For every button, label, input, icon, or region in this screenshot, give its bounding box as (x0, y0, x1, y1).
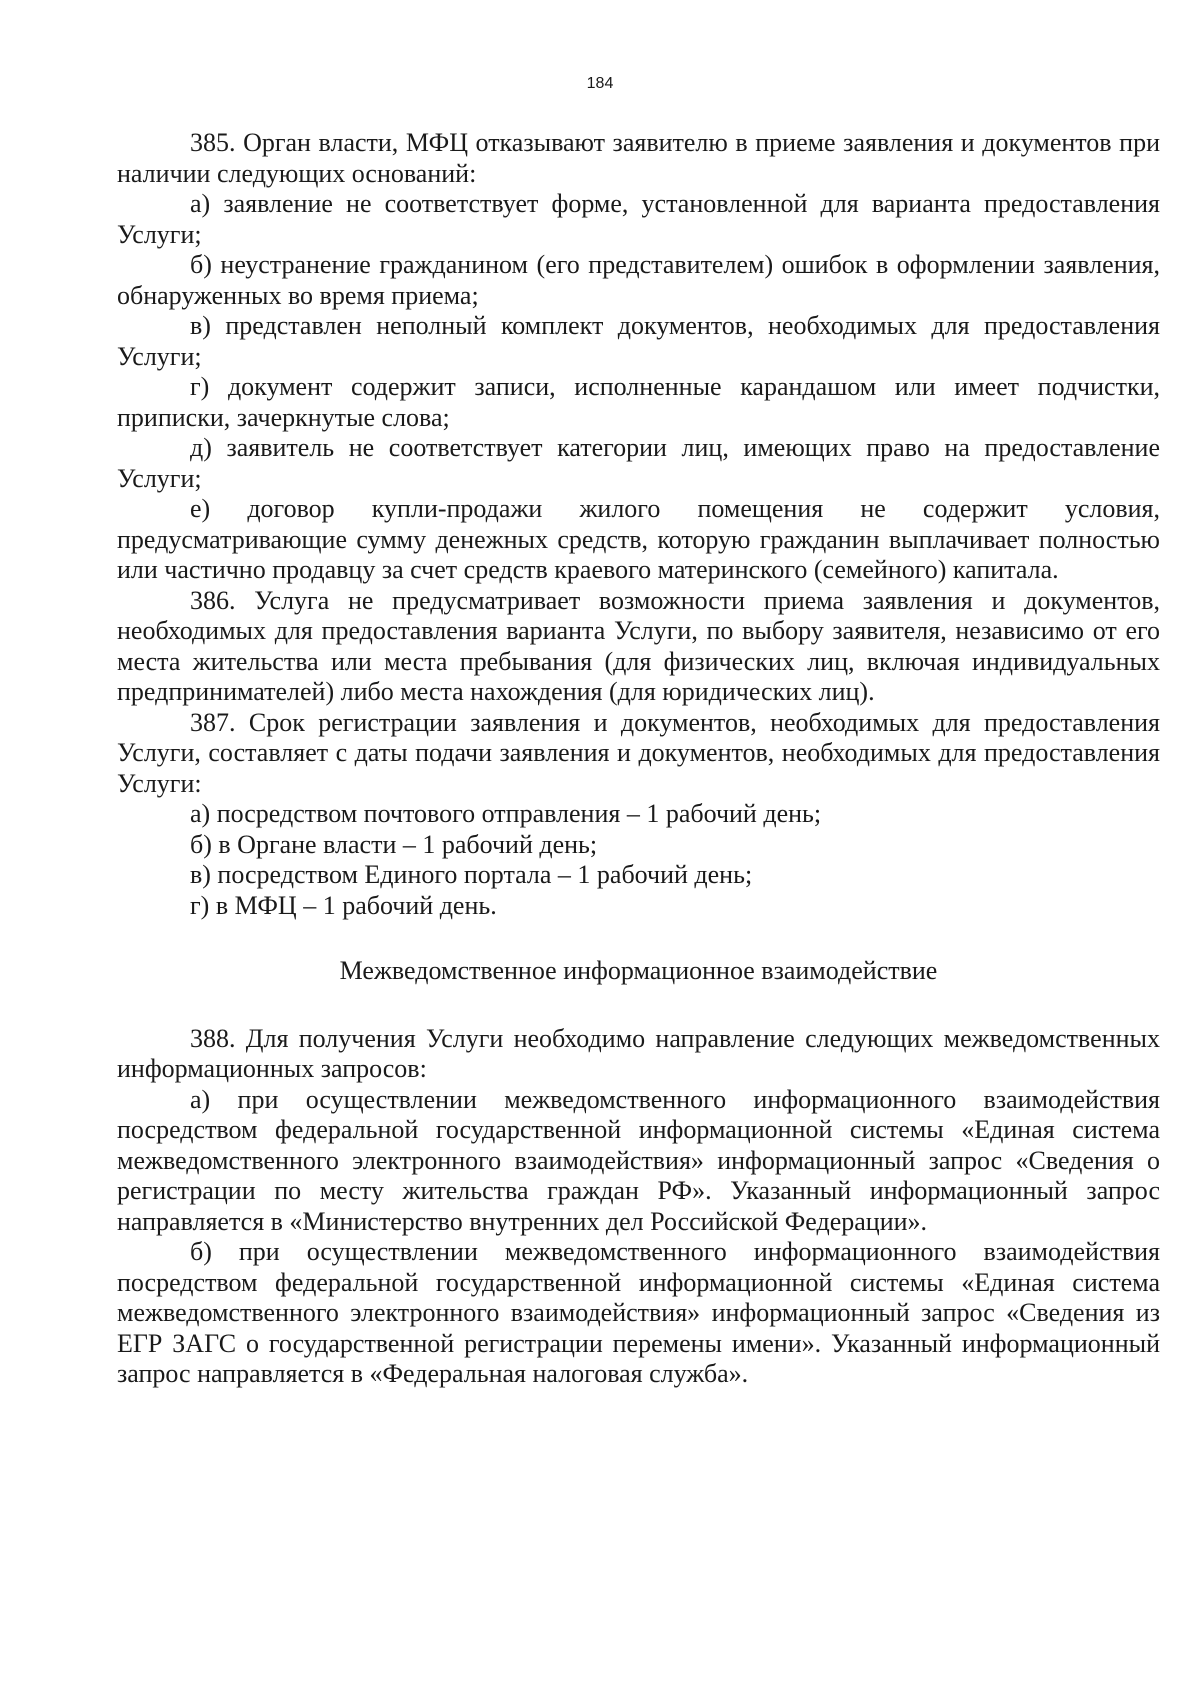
list-item-387-b: б) в Органе власти – 1 рабочий день; (190, 829, 598, 859)
page-number: 184 (586, 75, 614, 92)
list-item-385-a: а) заявление не соответствует форме, установленной для варианта предоставления Услуги; (117, 189, 1160, 249)
list-item-387-v: в) посредством Единого портала – 1 рабочий день; (190, 860, 753, 889)
paragraph-386: 386. Услуга не предусматривает возможности приема заявления и документов, необходимых для предоставления варианта Услуги, по выбору заявителя, независимо от его места жительства или места пребывания (для физических лиц, включая индивидуальных предпринимателей) либо места нахождения (для юридических лиц). (117, 585, 1160, 706)
paragraph-385: 385. Орган власти, МФЦ отказывают заявителю в приеме заявления и документов при наличии следующих оснований: (117, 128, 1160, 188)
document-body (117, 128, 1160, 1390)
list-item-387-a: а) посредством почтового отправления – 1 рабочий день; (190, 799, 822, 828)
list-item-387-g: г) в МФЦ – 1 рабочий день. (190, 890, 497, 920)
list-item-385-d: д) заявитель не соответствует категории лиц, имеющих право на предоставление Услуги; (117, 433, 1160, 493)
paragraph-387: 387. Срок регистрации заявления и документов, необходимых для предоставления Услуги, составляет с даты подачи заявления и документов, необходимых для предоставления Услуги: (117, 707, 1160, 798)
list-item-385-g: г) документ содержит записи, исполненные карандашом или имеет подчистки, приписки, зачеркнутые слова; (117, 372, 1160, 432)
list-item-385-b: б) неустранение гражданином (его представителем) ошибок в оформлении заявления, обнаруженных во время приема; (117, 250, 1160, 310)
section-heading: Межведомственное информационное взаимодействие (339, 956, 938, 985)
paragraph-388: 388. Для получения Услуги необходимо направление следующих межведомственных информационных запросов: (117, 1023, 1160, 1083)
list-item-385-v: в) представлен неполный комплект документов, необходимых для предоставления Услуги; (117, 311, 1160, 371)
list-item-388-b: б) при осуществлении межведомственного информационного взаимодействия посредством федеральной государственной информационной системы «Единая система межведомственного электронного взаимодействия» информационный запрос «Сведения из ЕГР ЗАГС о государственной регистрации перемены имени». Указанный информационный запрос направляется в «Федеральная налоговая служба». (117, 1237, 1160, 1388)
list-item-385-e: е) договор купли-продажи жилого помещения не содержит условия, предусматривающие сумму денежных средств, которую гражданин выплачивает полностью или частично продавцу за счет средств краевого материнского (семейного) капитала. (117, 494, 1160, 584)
list-item-388-a: а) при осуществлении межведомственного информационного взаимодействия посредством федеральной государственной информационной системы «Единая система межведомственного электронного взаимодействия» информационный запрос «Сведения о регистрации по месту жительства граждан РФ». Указанный информационный запрос направляется в «Министерство внутренних дел Российской Федерации». (117, 1084, 1160, 1236)
